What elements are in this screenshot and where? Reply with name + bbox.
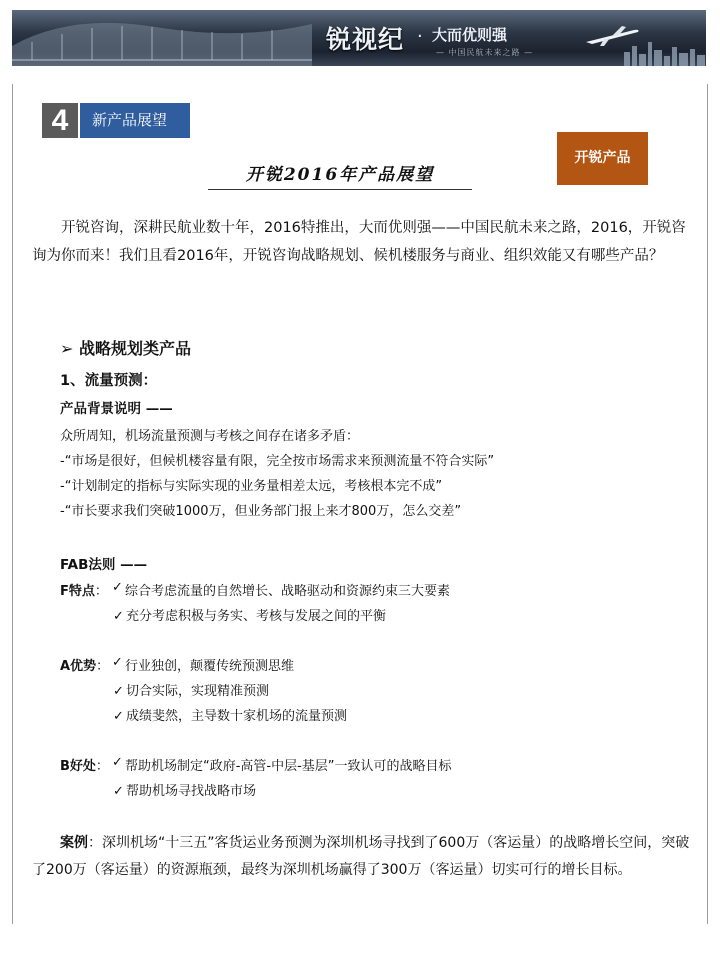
section-tag [42, 103, 190, 138]
banner-separator: · [417, 26, 423, 47]
background-heading: 产品背景说明 —— [60, 401, 173, 417]
product-badge: 开锐产品 [557, 132, 648, 185]
fab-item: 帮助机场寻找战略市场 [126, 784, 257, 799]
section-number: 4 [42, 103, 80, 138]
fab-item: 帮助机场制定“政府-高管-中层-基层”一致认可的战略目标 [125, 759, 452, 774]
background-line: -“市场是很好，但候机楼容量有限，完全按市场需求来预测流量不符合实际” [60, 454, 495, 469]
section-label: 新产品展望 [80, 103, 190, 138]
page-title: 开锐2016年产品展望 [245, 165, 435, 185]
fab-item: 成绩斐然，主导数十家机场的流量预测 [126, 709, 348, 724]
fab-key: F特点： [60, 584, 108, 599]
fab-item: 综合考虑流量的自然增长、战略驱动和资源约束三大要素 [125, 584, 451, 599]
background-line: -“计划制定的指标与实际实现的业务量相差太远，考核根本完不成” [60, 479, 443, 494]
city-skyline-illustration [622, 38, 706, 66]
banner-slogan: 大而优则强 [432, 26, 508, 44]
airport-terminal-illustration [12, 16, 312, 66]
header-banner [12, 10, 706, 66]
strategy-heading-text: 战略规划类产品 [78, 339, 191, 358]
fab-row-f [60, 580, 450, 599]
traffic-forecast-heading: 1、流量预测： [60, 373, 158, 389]
page-border-right [707, 84, 708, 924]
fab-row-a [60, 655, 294, 674]
fab-row-a-cont [113, 680, 269, 699]
case-label: 案例 [60, 835, 88, 851]
fab-item: 充分考虑积极与务实、考核与发展之间的平衡 [126, 609, 387, 624]
strategy-heading [60, 336, 191, 359]
fab-row-f-cont [113, 605, 386, 624]
fab-row-b-cont [113, 780, 256, 799]
case-paragraph [32, 830, 692, 884]
checkmark-icon: ✓ [113, 709, 124, 724]
intro-paragraph: 开锐咨询，深耕民航业数十年，2016特推出，大而优则强——中国民航未来之路，2016，开锐咨询为你而来！我们且看2016年，开锐咨询战略规划、候机楼服务与商业、组织效能又有哪些产品？ [32, 220, 686, 264]
checkmark-icon: ✓ [113, 609, 124, 624]
page-border-left [12, 84, 13, 924]
fab-heading: FAB法则 —— [60, 557, 148, 573]
fab-key: A优势： [60, 659, 110, 674]
case-colon: ： [88, 835, 102, 851]
arrow-bullet-icon: ➢ [60, 339, 74, 358]
fab-key: B好处： [60, 759, 109, 774]
background-line: 众所周知，机场流量预测与考核之间存在诸多矛盾： [60, 429, 360, 444]
checkmark-icon: ✓ [113, 684, 124, 699]
title-underline [208, 189, 472, 190]
fab-item: 切合实际，实现精准预测 [126, 684, 270, 699]
banner-brand: 锐视纪 [326, 25, 405, 54]
background-line: -“市长要求我们突破1000万，但业务部门报上来才800万，怎么交差” [60, 504, 462, 519]
checkmark-icon: ✓ [112, 655, 123, 670]
checkmark-icon: ✓ [113, 784, 124, 799]
banner-subslogan: — 中国民航未来之路 — [436, 48, 534, 57]
fab-row-b [60, 755, 452, 774]
fab-item: 行业独创，颠覆传统预测思维 [125, 659, 295, 674]
checkmark-icon: ✓ [112, 755, 123, 770]
checkmark-icon: ✓ [112, 580, 123, 595]
case-text: 深圳机场“十三五”客货运业务预测为深圳机场寻找到了600万（客运量）的战略增长空间，突破了200万（客运量）的资源瓶颈，最终为深圳机场赢得了300万（客运量）切实可行的增长目标。 [32, 835, 690, 878]
fab-row-a-cont [113, 705, 347, 724]
